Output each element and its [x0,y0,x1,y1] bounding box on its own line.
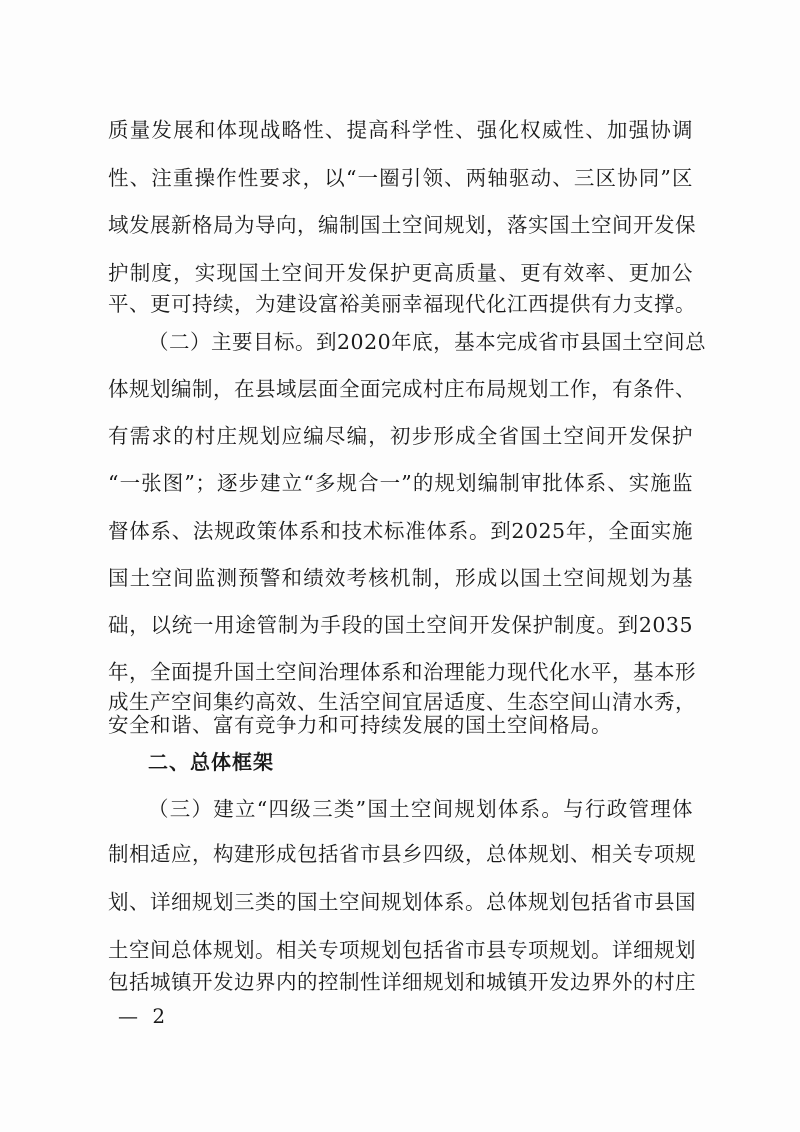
body-text-line: 土空间总体规划。相关专项规划包括省市县专项规划。详细规划 [108,938,696,962]
body-text-line: 性、注重操作性要求，以“一圈引领、两轴驱动、三区协同”区 [108,166,693,190]
body-text-line: 督体系、法规政策体系和技术标准体系。到2025年，全面实施 [108,519,693,543]
body-text-line: 制相适应，构建形成包括省市县乡四级，总体规划、相关专项规 [108,842,696,866]
section-heading: 二、总体框架 [148,750,274,774]
body-text-line: 础，以统一用途管制为手段的国土空间开发保护制度。到2035 [108,613,693,637]
body-text-line: 护制度，实现国土空间开发保护更高质量、更有效率、更加公 [108,261,693,285]
body-text-line: 质量发展和体现战略性、提高科学性、强化权威性、加强协调 [108,118,693,142]
body-text-line: “一张图”；逐步建立“多规合一”的规划编制审批体系、实施监 [108,471,693,495]
body-text-line: 成生产空间集约高效、生活空间宜居适度、生态空间山清水秀， [108,690,696,714]
page-number: — 2 [118,1004,170,1028]
body-text-line: 国土空间监测预警和绩效考核机制，形成以国土空间规划为基 [108,566,693,590]
body-text-line: （三）建立“四级三类”国土空间规划体系。与行政管理体 [148,797,693,821]
body-text-line: 年，全面提升国土空间治理体系和治理能力现代化水平，基本形 [108,660,696,684]
body-text-line: 安全和谐、富有竞争力和可持续发展的国土空间格局。 [108,713,612,737]
body-text-line: 有需求的村庄规划应编尽编，初步形成全省国土空间开发保护 [108,424,693,448]
body-text-line: 包括城镇开发边界内的控制性详细规划和城镇开发边界外的村庄 [108,970,696,994]
body-text-line: 划、详细规划三类的国土空间规划体系。总体规划包括省市县国 [108,890,696,914]
body-text-line: 体规划编制，在县域层面全面完成村庄布局规划工作，有条件、 [108,377,696,401]
body-text-line: （二）主要目标。到2020年底，基本完成省市县国土空间总 [148,330,707,354]
body-text-line: 域发展新格局为导向，编制国土空间规划，落实国土空间开发保 [108,213,696,237]
body-text-line: 平、更可持续，为建设富裕美丽幸福现代化江西提供有力支撑。 [108,292,696,316]
